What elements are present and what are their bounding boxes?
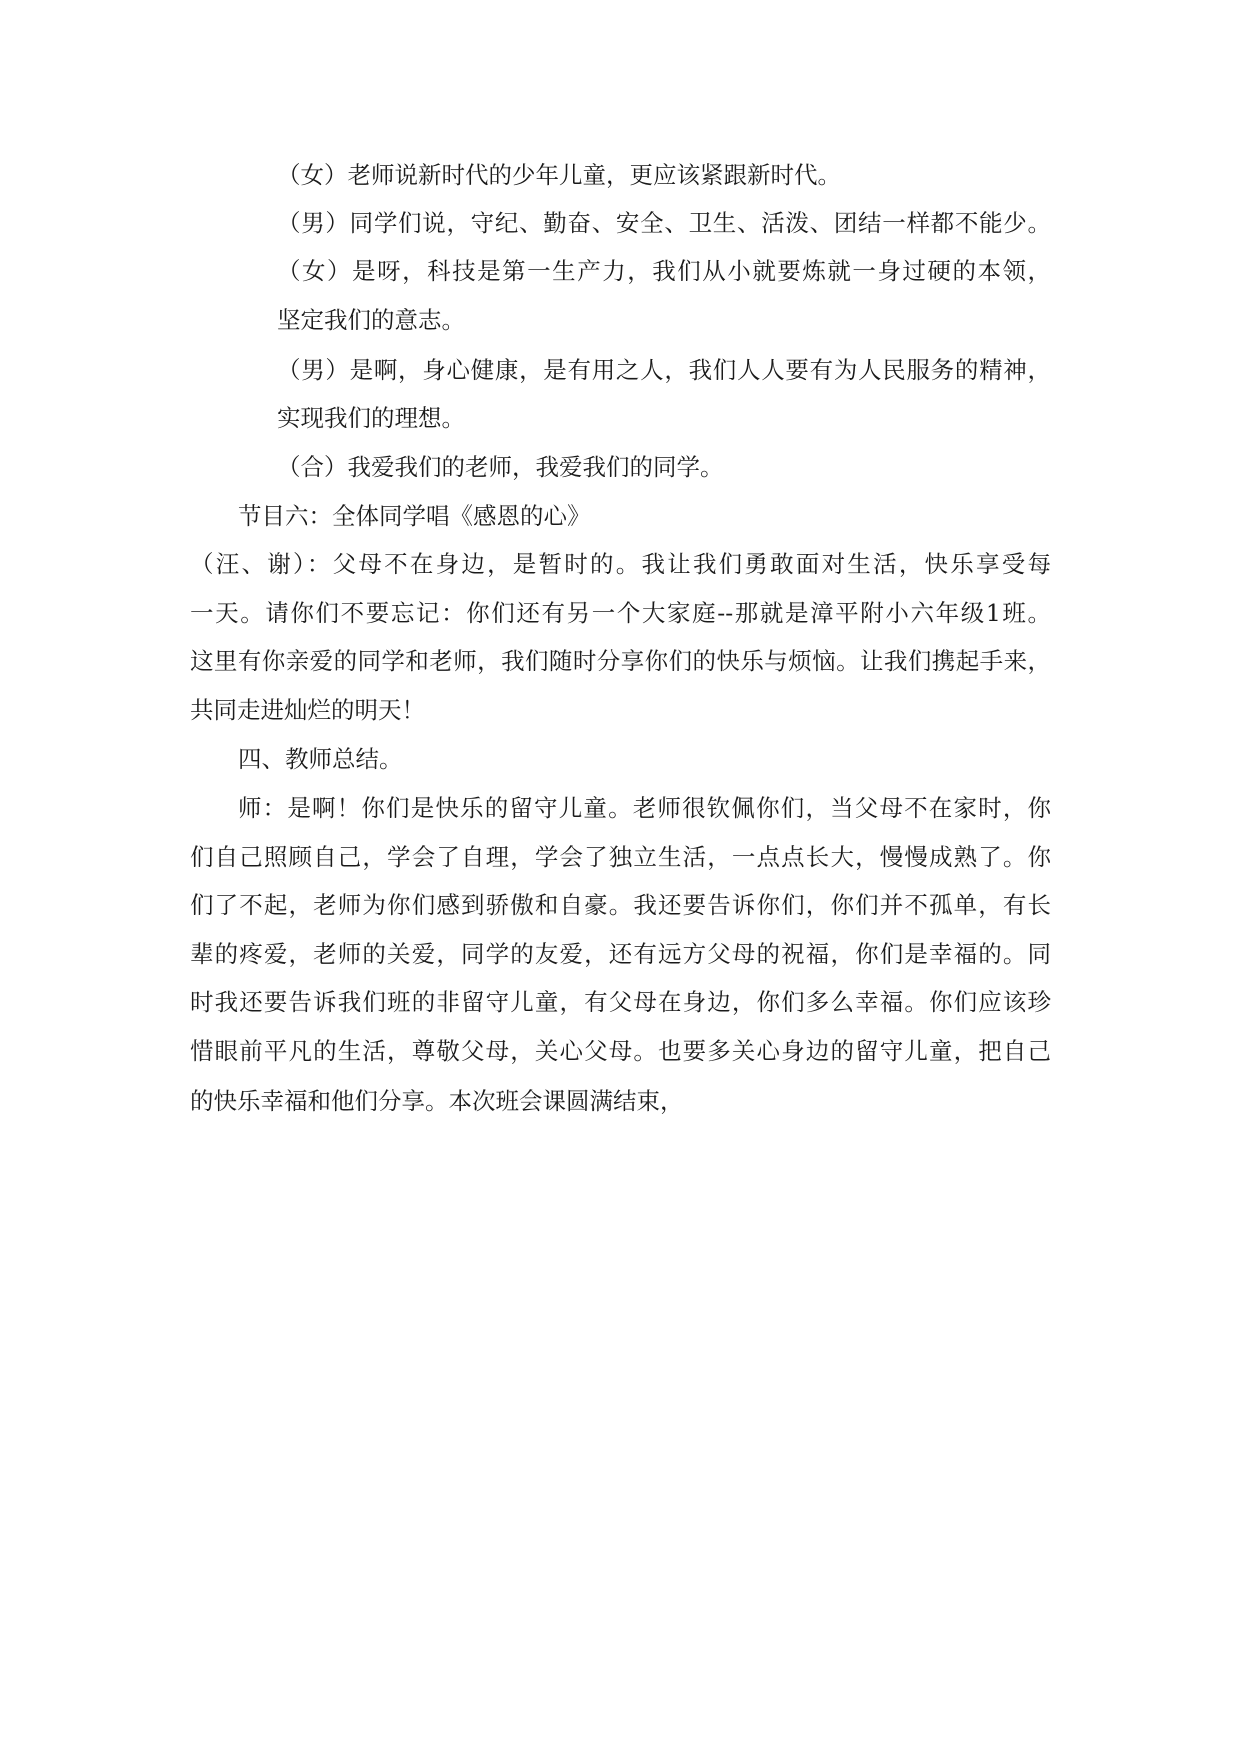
- dialogue-line: （男）是啊，身心健康，是有用之人，我们人人要有为人民服务的精神，: [277, 356, 1051, 384]
- dialogue-line: （合）我爱我们的老师，我爱我们的同学。: [277, 453, 724, 481]
- paragraph-line: 师：是啊！你们是快乐的留守儿童。老师很钦佩你们，当父母不在家时，你: [238, 794, 1051, 822]
- paragraph-line: 们了不起，老师为你们感到骄傲和自豪。我还要告诉你们，你们并不孤单，有长: [190, 891, 1051, 919]
- dialogue-line: （女）老师说新时代的少年儿童，更应该紧跟新时代。: [277, 161, 841, 189]
- paragraph-line: 辈的疼爱，老师的关爱，同学的友爱，还有远方父母的祝福，你们是幸福的。同: [190, 940, 1051, 968]
- paragraph-line: 时我还要告诉我们班的非留守儿童，有父母在身边，你们多么幸福。你们应该珍: [190, 988, 1051, 1016]
- program-title: 节目六：全体同学唱《感恩的心》: [238, 502, 591, 530]
- paragraph-line: 惜眼前平凡的生活，尊敬父母，关心父母。也要多关心身边的留守儿童，把自己: [190, 1037, 1051, 1065]
- dialogue-line: （女）是呀，科技是第一生产力，我们从小就要炼就一身过硬的本领，: [277, 257, 1051, 285]
- section-heading: 四、教师总结。: [238, 745, 403, 773]
- dialogue-line: 实现我们的理想。: [277, 404, 465, 432]
- dialogue-line: 坚定我们的意志。: [277, 306, 465, 334]
- paragraph-line: 的快乐幸福和他们分享。本次班会课圆满结束，: [190, 1087, 684, 1115]
- paragraph-line: 们自己照顾自己，学会了自理，学会了独立生活，一点点长大，慢慢成熟了。你: [190, 843, 1051, 871]
- paragraph-line: （汪、谢）：父母不在身边，是暂时的。我让我们勇敢面对生活，快乐享受每: [190, 550, 1051, 578]
- paragraph-line: 共同走进灿烂的明天！: [190, 696, 425, 724]
- dialogue-line: （男）同学们说，守纪、勤奋、安全、卫生、活泼、团结一样都不能少。: [277, 209, 1051, 237]
- paragraph-line: 这里有你亲爱的同学和老师，我们随时分享你们的快乐与烦恼。让我们携起手来，: [190, 647, 1051, 675]
- paragraph-line: 一天。请你们不要忘记：你们还有另一个大家庭--那就是漳平附小六年级1班。: [190, 599, 1051, 627]
